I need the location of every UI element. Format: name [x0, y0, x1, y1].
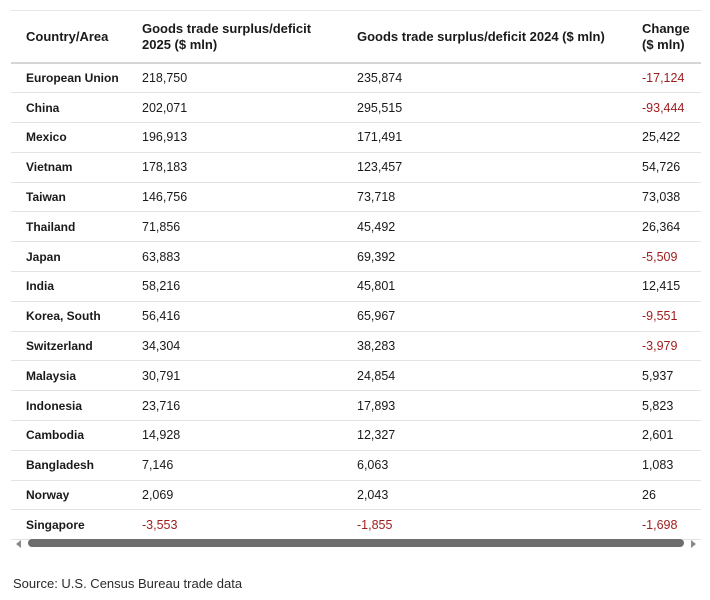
cell-surplus-2024: 2,043: [337, 480, 628, 510]
triangle-right-icon[interactable]: [691, 540, 696, 548]
cell-surplus-2025: 178,183: [132, 152, 337, 182]
cell-change: 2,601: [628, 421, 701, 451]
cell-country: Mexico: [11, 123, 132, 153]
cell-change: -1,698: [628, 510, 701, 540]
cell-surplus-2025: 23,716: [132, 391, 337, 421]
cell-surplus-2025: 58,216: [132, 272, 337, 302]
cell-change: -5,509: [628, 242, 701, 272]
cell-surplus-2024: 69,392: [337, 242, 628, 272]
header-surplus-2024: Goods trade surplus/deficit 2024 ($ mln): [337, 11, 628, 63]
cell-country: European Union: [11, 63, 132, 93]
cell-change: 5,937: [628, 361, 701, 391]
cell-surplus-2025: 146,756: [132, 182, 337, 212]
cell-country: India: [11, 272, 132, 302]
cell-surplus-2024: 45,492: [337, 212, 628, 242]
cell-surplus-2025: 30,791: [132, 361, 337, 391]
cell-surplus-2024: -1,855: [337, 510, 628, 540]
cell-change: -9,551: [628, 301, 701, 331]
cell-country: Vietnam: [11, 152, 132, 182]
table-row: [11, 421, 701, 451]
cell-surplus-2025: 7,146: [132, 450, 337, 480]
cell-change: 73,038: [628, 182, 701, 212]
cell-surplus-2024: 123,457: [337, 152, 628, 182]
cell-surplus-2024: 65,967: [337, 301, 628, 331]
table-row: [11, 510, 701, 540]
cell-country: Thailand: [11, 212, 132, 242]
scrollbar-thumb[interactable]: [28, 539, 684, 547]
cell-change: 12,415: [628, 272, 701, 302]
cell-change: 5,823: [628, 391, 701, 421]
cell-surplus-2025: 56,416: [132, 301, 337, 331]
trade-table: [11, 11, 701, 540]
table-row: [11, 123, 701, 153]
table-header-row: [11, 11, 701, 63]
cell-surplus-2024: 235,874: [337, 63, 628, 93]
header-country: Country/Area: [11, 11, 132, 63]
table-row: [11, 450, 701, 480]
cell-country: Malaysia: [11, 361, 132, 391]
cell-surplus-2025: 202,071: [132, 93, 337, 123]
cell-change: -93,444: [628, 93, 701, 123]
horizontal-scrollbar[interactable]: [14, 538, 698, 550]
table-row: [11, 212, 701, 242]
cell-change: 25,422: [628, 123, 701, 153]
table-row: [11, 93, 701, 123]
table-row: [11, 272, 701, 302]
cell-country: Switzerland: [11, 331, 132, 361]
header-change: Change ($ mln): [628, 11, 701, 63]
cell-country: Cambodia: [11, 421, 132, 451]
cell-surplus-2025: 71,856: [132, 212, 337, 242]
table-row: [11, 480, 701, 510]
table-row: [11, 182, 701, 212]
cell-surplus-2024: 6,063: [337, 450, 628, 480]
source-note: Source: U.S. Census Bureau trade data: [13, 576, 243, 591]
cell-surplus-2025: 14,928: [132, 421, 337, 451]
table-row: [11, 361, 701, 391]
table-row: [11, 63, 701, 93]
cell-surplus-2024: 12,327: [337, 421, 628, 451]
table-row: [11, 331, 701, 361]
cell-surplus-2025: -3,553: [132, 510, 337, 540]
header-surplus-2025: Goods trade surplus/deficit 2025 ($ mln): [132, 11, 337, 63]
cell-country: Taiwan: [11, 182, 132, 212]
cell-surplus-2025: 196,913: [132, 123, 337, 153]
table-row: [11, 242, 701, 272]
cell-change: 26,364: [628, 212, 701, 242]
cell-change: -3,979: [628, 331, 701, 361]
table-row: [11, 301, 701, 331]
cell-surplus-2024: 45,801: [337, 272, 628, 302]
cell-surplus-2024: 73,718: [337, 182, 628, 212]
cell-surplus-2024: 17,893: [337, 391, 628, 421]
cell-country: Singapore: [11, 510, 132, 540]
triangle-left-icon[interactable]: [16, 540, 21, 548]
cell-surplus-2025: 63,883: [132, 242, 337, 272]
cell-surplus-2025: 34,304: [132, 331, 337, 361]
table-container: [11, 10, 701, 551]
cell-change: 26: [628, 480, 701, 510]
cell-country: Norway: [11, 480, 132, 510]
cell-surplus-2024: 38,283: [337, 331, 628, 361]
cell-country: Korea, South: [11, 301, 132, 331]
cell-change: 1,083: [628, 450, 701, 480]
cell-change: 54,726: [628, 152, 701, 182]
cell-country: Indonesia: [11, 391, 132, 421]
cell-surplus-2024: 24,854: [337, 361, 628, 391]
cell-surplus-2025: 2,069: [132, 480, 337, 510]
cell-country: China: [11, 93, 132, 123]
table-row: [11, 391, 701, 421]
cell-country: Japan: [11, 242, 132, 272]
cell-surplus-2024: 171,491: [337, 123, 628, 153]
cell-country: Bangladesh: [11, 450, 132, 480]
cell-change: -17,124: [628, 63, 701, 93]
cell-surplus-2025: 218,750: [132, 63, 337, 93]
cell-surplus-2024: 295,515: [337, 93, 628, 123]
table-row: [11, 152, 701, 182]
